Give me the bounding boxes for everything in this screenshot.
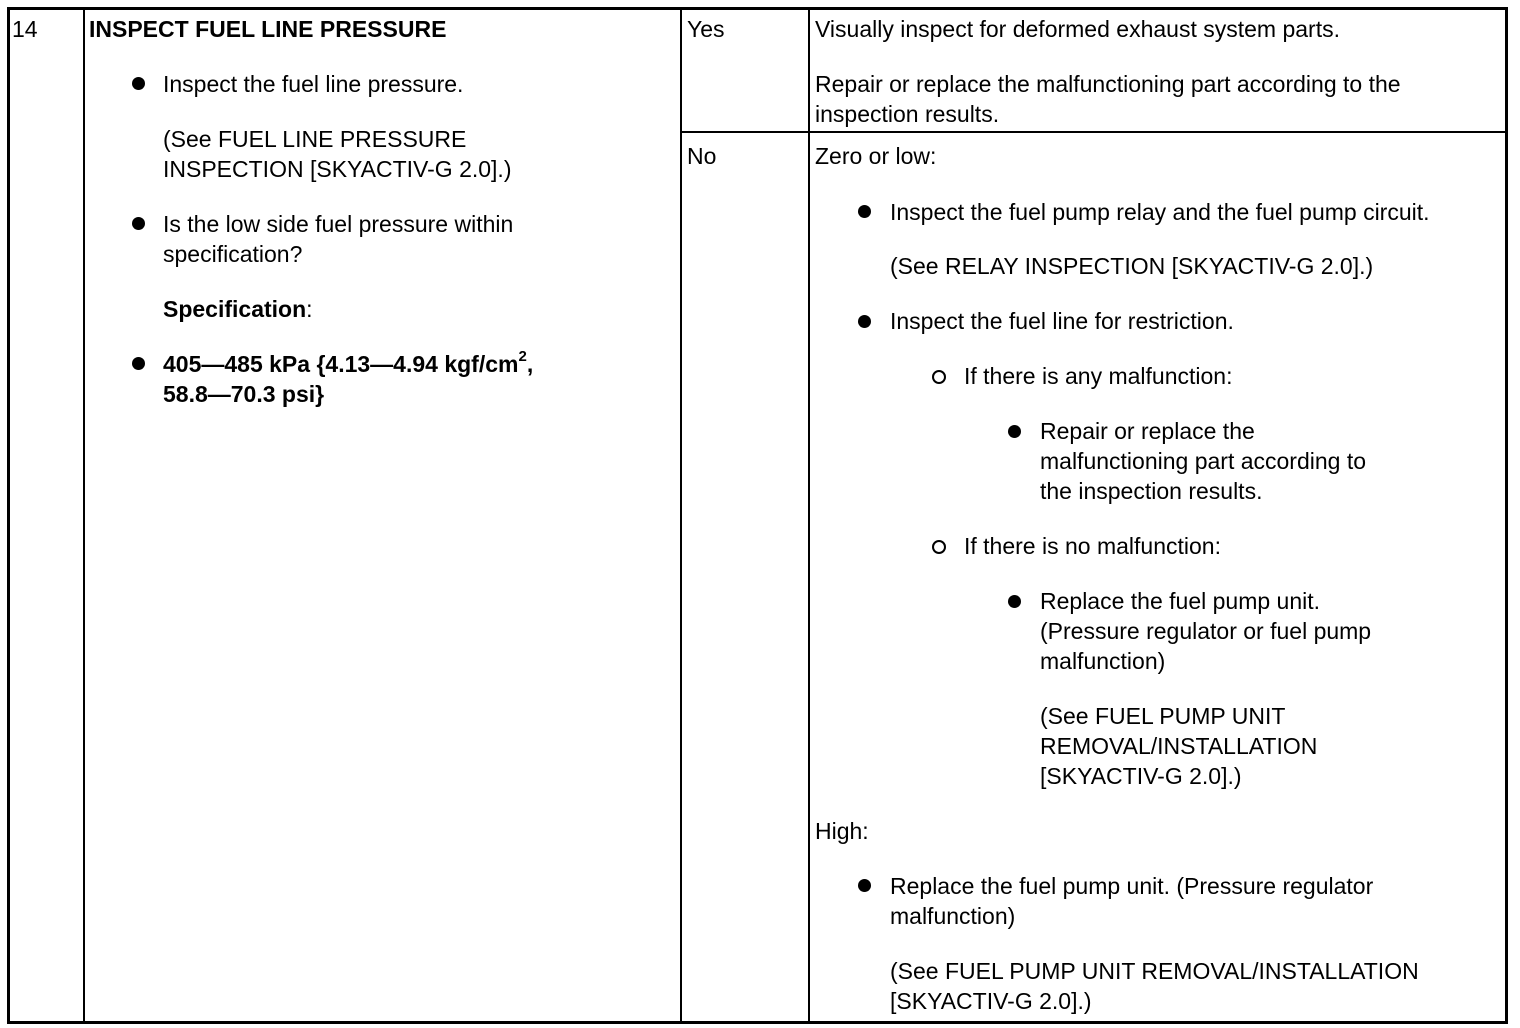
step-item: specification? xyxy=(163,241,303,267)
step-reference: (See FUEL LINE PRESSURE xyxy=(163,126,467,152)
yes-label: Yes xyxy=(687,16,725,42)
no-reference: (See FUEL PUMP UNIT xyxy=(1040,703,1286,729)
bullet-icon xyxy=(858,879,871,892)
no-action: (Pressure regulator or fuel pump xyxy=(1040,618,1372,644)
step-title: INSPECT FUEL LINE PRESSURE xyxy=(89,16,447,42)
yes-action: inspection results. xyxy=(815,101,1000,127)
bullet-icon xyxy=(1008,425,1021,438)
bullet-icon xyxy=(132,77,145,90)
yes-action: Visually inspect for deformed exhaust system parts. xyxy=(815,16,1340,42)
no-reference: (See FUEL PUMP UNIT REMOVAL/INSTALLATION xyxy=(890,958,1419,984)
bullet-icon xyxy=(858,205,871,218)
specification-label xyxy=(163,294,313,324)
no-action: Repair or replace the xyxy=(1040,418,1255,444)
column-divider xyxy=(808,10,810,1021)
no-action: malfunction) xyxy=(890,903,1016,929)
row-divider xyxy=(682,131,1505,133)
no-reference: [SKYACTIV-G 2.0].) xyxy=(1040,763,1242,789)
no-reference: (See RELAY INSPECTION [SKYACTIV-G 2.0].) xyxy=(890,253,1374,279)
no-action: Inspect the fuel pump relay and the fuel pump circuit. xyxy=(890,199,1430,225)
superscript: 2 xyxy=(518,348,527,366)
no-reference: REMOVAL/INSTALLATION xyxy=(1040,733,1318,759)
high-heading: High: xyxy=(815,818,869,844)
step-reference: INSPECTION [SKYACTIV-G 2.0].) xyxy=(163,156,512,182)
step-item: Inspect the fuel line pressure. xyxy=(163,71,464,97)
circle-bullet-icon xyxy=(932,540,946,554)
bullet-icon xyxy=(858,315,871,328)
bullet-icon xyxy=(1008,595,1021,608)
specification-value: 58.8—70.3 psi} xyxy=(163,381,325,407)
bullet-icon xyxy=(132,217,145,230)
step-number: 14 xyxy=(12,16,38,42)
no-action: malfunction) xyxy=(1040,648,1166,674)
no-action: malfunctioning part according to xyxy=(1040,448,1367,474)
no-reference: [SKYACTIV-G 2.0].) xyxy=(890,988,1092,1014)
yes-action: Repair or replace the malfunctioning part according to the xyxy=(815,71,1401,97)
bullet-icon xyxy=(132,357,145,370)
no-action: Inspect the fuel line for restriction. xyxy=(890,308,1234,334)
no-action: Replace the fuel pump unit. (Pressure regulator xyxy=(890,873,1374,899)
specification-colon: : xyxy=(306,296,313,322)
column-divider xyxy=(680,10,682,1021)
specification-comma: , xyxy=(526,351,534,377)
no-action: Replace the fuel pump unit. xyxy=(1040,588,1321,614)
step-item: Is the low side fuel pressure within xyxy=(163,211,514,237)
zero-low-heading: Zero or low: xyxy=(815,143,937,169)
condition-label: If there is any malfunction: xyxy=(964,363,1233,389)
specification-label-text: Specification xyxy=(163,296,307,322)
no-action: the inspection results. xyxy=(1040,478,1263,504)
condition-label: If there is no malfunction: xyxy=(964,533,1221,559)
specification-value-text: 405—485 kPa {4.13—4.94 kgf/cm xyxy=(163,351,519,377)
column-divider xyxy=(83,10,85,1021)
circle-bullet-icon xyxy=(932,370,946,384)
no-label: No xyxy=(687,143,717,169)
specification-value xyxy=(163,349,533,379)
